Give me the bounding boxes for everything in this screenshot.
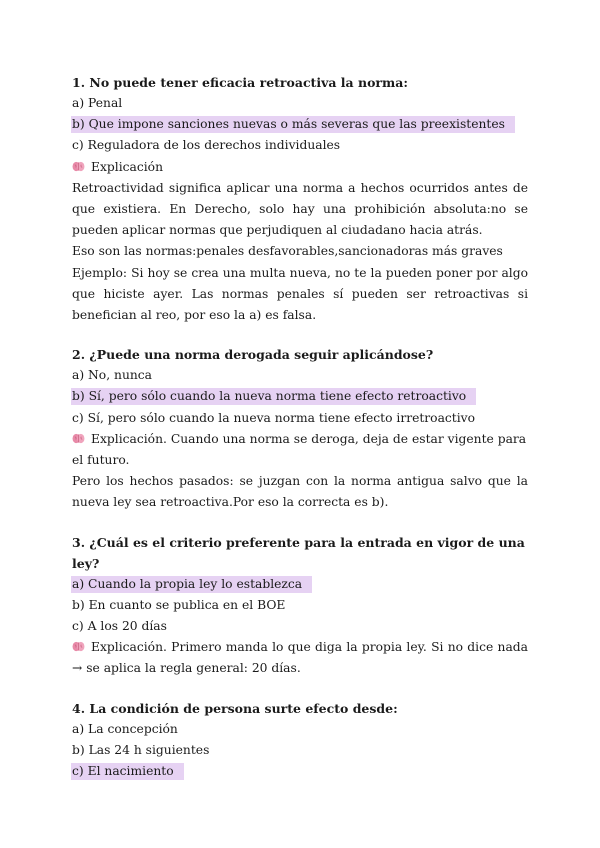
option-a: a) La concepción [72, 721, 178, 736]
question-1 [72, 72, 528, 326]
question-title: 1. No puede tener eficacia retroactiva la norma: [72, 75, 408, 90]
explanation-paragraph: Retroactividad significa aplicar una norma a hechos ocurridos antes de que existiera. En Derecho, solo hay una prohibición absoluta:no se pueden aplicar normas que perjudiquen al ciudadano hacia atrás. [72, 180, 528, 238]
option-b: b) En cuanto se publica en el BOE [72, 597, 286, 612]
explanation-header [72, 157, 528, 178]
explanation-paragraph: Ejemplo: Si hoy se crea una multa nueva, no te la pueden poner por algo que hiciste ayer. Las normas penales sí pueden ser retroactivas si benefician al reo, por eso la a) es falsa. [72, 265, 528, 323]
explanation-header [72, 637, 528, 679]
question-3 [72, 532, 528, 680]
option-b-highlighted: b) Sí, pero sólo cuando la nueva norma tiene efecto retroactivo [71, 388, 476, 405]
option-a: a) No, nunca [72, 368, 152, 383]
option-b: b) Las 24 h siguientes [72, 742, 210, 757]
explanation-header [72, 429, 528, 471]
explanation-head-text: Explicación. Cuando una norma se deroga, deja de estar vigente para el futuro. [72, 431, 527, 468]
option-c-highlighted: c) El nacimiento [71, 763, 184, 780]
option-b-highlighted: b) Que impone sanciones nuevas o más severas que las preexistentes [71, 116, 515, 133]
option-a: a) Penal [72, 96, 123, 110]
explanation-head-text: Explicación [91, 159, 164, 174]
question-title: 3. ¿Cuál es el criterio preferente para la entrada en vigor de una ley? [72, 534, 525, 571]
explanation-paragraph: Eso son las normas:penales desfavorables,sancionadoras más graves [72, 244, 503, 259]
option-c: c) Sí, pero sólo cuando la nueva norma tiene efecto irretroactivo [72, 410, 476, 425]
option-c: c) Reguladora de los derechos individuales [72, 138, 341, 153]
question-4 [72, 698, 528, 783]
brain-icon [72, 433, 85, 444]
option-a-highlighted: a) Cuando la propia ley lo establezca [71, 576, 312, 593]
question-2 [72, 344, 528, 513]
explanation-head-text: Explicación. Primero manda lo que diga la propia ley. Si no dice nada → se aplica la regla general: 20 días. [72, 640, 528, 676]
question-title: 4. La condición de persona surte efecto desde: [72, 700, 398, 716]
option-c: c) A los 20 días [72, 619, 167, 634]
brain-icon [72, 641, 85, 652]
question-title: 2. ¿Puede una norma derogada seguir aplicándose? [72, 347, 434, 363]
brain-icon [72, 161, 85, 172]
explanation-paragraph: Pero los hechos pasados: se juzgan con la norma antigua salvo que la nueva ley sea retroactiva.Por eso la correcta es b). [72, 474, 528, 510]
